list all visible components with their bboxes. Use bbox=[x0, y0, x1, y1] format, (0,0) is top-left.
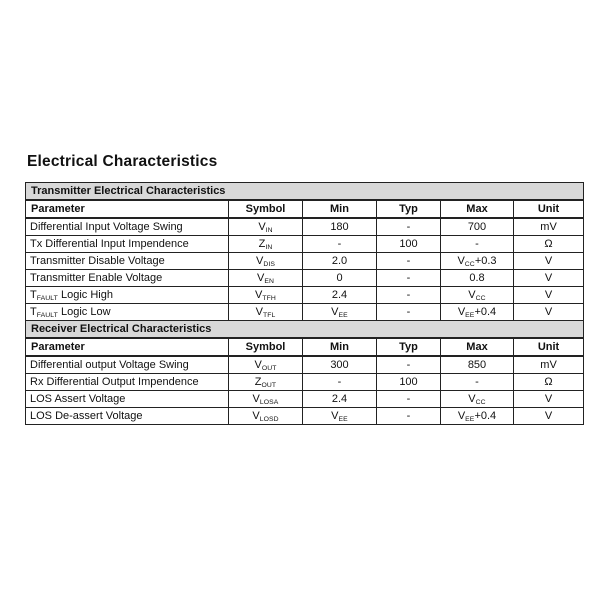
symbol-cell: $Z_{IN}$ bbox=[229, 236, 303, 253]
subscript-text: CC bbox=[464, 261, 475, 269]
parameter-cell: Tx Differential Input Impendence bbox=[26, 236, 229, 253]
column-header-max: Max bbox=[441, 338, 514, 356]
subscript-text: IN bbox=[265, 244, 273, 252]
section-header-label: Receiver Electrical Characteristics bbox=[26, 321, 584, 339]
min-cell: $V_{EE}$ bbox=[303, 408, 377, 425]
symbol-cell: $V_{LOSA}$ bbox=[229, 391, 303, 408]
parameter-cell: Differential output Voltage Swing bbox=[26, 356, 229, 374]
min-cell: 2.0 bbox=[303, 253, 377, 270]
subscript-text: EE bbox=[338, 416, 348, 424]
unit-cell: V bbox=[514, 253, 584, 270]
typ-cell: - bbox=[377, 356, 441, 374]
symbol-cell: $V_{TFL}$ bbox=[229, 304, 303, 321]
unit-cell: V bbox=[514, 408, 584, 425]
subscript-text: OUT bbox=[261, 365, 277, 373]
subscript-text: CC bbox=[475, 295, 486, 303]
table-row bbox=[26, 408, 584, 425]
typ-cell: - bbox=[377, 253, 441, 270]
subscript-text: CC bbox=[475, 399, 486, 407]
typ-cell: - bbox=[377, 391, 441, 408]
table-row bbox=[26, 391, 584, 408]
column-header-unit: Unit bbox=[514, 200, 584, 218]
typ-cell: - bbox=[377, 270, 441, 287]
min-cell: 300 bbox=[303, 356, 377, 374]
parameter-cell: Differential Input Voltage Swing bbox=[26, 218, 229, 236]
min-cell: 2.4 bbox=[303, 391, 377, 408]
parameter-cell: LOS Assert Voltage bbox=[26, 391, 229, 408]
symbol-cell: $V_{EN}$ bbox=[229, 270, 303, 287]
table-row bbox=[26, 374, 584, 391]
column-header-row bbox=[26, 200, 584, 218]
symbol-cell: $V_{OUT}$ bbox=[229, 356, 303, 374]
min-cell: $V_{EE}$ bbox=[303, 304, 377, 321]
max-cell: $V_{CC}$ bbox=[441, 287, 514, 304]
subscript-text: EE bbox=[465, 312, 475, 320]
typ-cell: - bbox=[377, 304, 441, 321]
typ-cell: - bbox=[377, 287, 441, 304]
table-row bbox=[26, 287, 584, 304]
column-header-unit: Unit bbox=[514, 338, 584, 356]
subscript-text: LOSD bbox=[259, 416, 279, 424]
symbol-cell: $V_{LOSD}$ bbox=[229, 408, 303, 425]
table-row bbox=[26, 218, 584, 236]
typ-cell: 100 bbox=[377, 374, 441, 391]
subscript-text: EE bbox=[338, 312, 348, 320]
table-row bbox=[26, 236, 584, 253]
column-header-symbol: Symbol bbox=[229, 200, 303, 218]
max-cell: - bbox=[441, 236, 514, 253]
subscript-text: TFH bbox=[262, 295, 276, 303]
min-cell: 0 bbox=[303, 270, 377, 287]
subscript-text: EN bbox=[264, 278, 274, 286]
subscript-text: IN bbox=[265, 227, 273, 235]
symbol-cell: $V_{TFH}$ bbox=[229, 287, 303, 304]
table-body bbox=[26, 183, 584, 425]
column-header-parameter: Parameter bbox=[26, 200, 229, 218]
unit-cell: V bbox=[514, 304, 584, 321]
min-cell: - bbox=[303, 236, 377, 253]
symbol-cell: $V_{IN}$ bbox=[229, 218, 303, 236]
symbol-cell: $Z_{OUT}$ bbox=[229, 374, 303, 391]
max-cell: $V_{EE}+0.4$ bbox=[441, 408, 514, 425]
max-cell: $V_{EE}+0.4$ bbox=[441, 304, 514, 321]
typ-cell: 100 bbox=[377, 236, 441, 253]
max-cell: $V_{CC}$ bbox=[441, 391, 514, 408]
typ-cell: - bbox=[377, 408, 441, 425]
page-title: Electrical Characteristics bbox=[27, 153, 218, 170]
parameter-cell: Rx Differential Output Impendence bbox=[26, 374, 229, 391]
subscript-text: LOSA bbox=[259, 399, 279, 407]
unit-cell: V bbox=[514, 391, 584, 408]
max-cell: 0.8 bbox=[441, 270, 514, 287]
unit-cell: V bbox=[514, 270, 584, 287]
max-cell: 700 bbox=[441, 218, 514, 236]
unit-cell: V bbox=[514, 287, 584, 304]
column-header-symbol: Symbol bbox=[229, 338, 303, 356]
electrical-characteristics-table bbox=[25, 182, 584, 425]
column-header-min: Min bbox=[303, 200, 377, 218]
subscript-text: FAULT bbox=[36, 295, 58, 303]
column-header-typ: Typ bbox=[377, 200, 441, 218]
unit-cell: Ω bbox=[514, 236, 584, 253]
min-cell: 180 bbox=[303, 218, 377, 236]
section-header-row-transmitter bbox=[26, 183, 584, 201]
subscript-text: TFL bbox=[262, 312, 276, 320]
section-header-row-receiver bbox=[26, 321, 584, 339]
unit-cell: Ω bbox=[514, 374, 584, 391]
column-header-min: Min bbox=[303, 338, 377, 356]
parameter-cell: Transmitter Enable Voltage bbox=[26, 270, 229, 287]
subscript-text: OUT bbox=[261, 382, 277, 390]
column-header-max: Max bbox=[441, 200, 514, 218]
min-cell: 2.4 bbox=[303, 287, 377, 304]
parameter-cell: $T_{FAULT}$ Logic Low bbox=[26, 304, 229, 321]
parameter-cell: LOS De-assert Voltage bbox=[26, 408, 229, 425]
min-cell: - bbox=[303, 374, 377, 391]
table-row bbox=[26, 356, 584, 374]
unit-cell: mV bbox=[514, 356, 584, 374]
max-cell: 850 bbox=[441, 356, 514, 374]
table-row bbox=[26, 304, 584, 321]
table-row bbox=[26, 253, 584, 270]
parameter-cell: Transmitter Disable Voltage bbox=[26, 253, 229, 270]
max-cell: $V_{CC}+0.3$ bbox=[441, 253, 514, 270]
symbol-cell: $V_{DIS}$ bbox=[229, 253, 303, 270]
table-row bbox=[26, 270, 584, 287]
typ-cell: - bbox=[377, 218, 441, 236]
subscript-text: FAULT bbox=[36, 312, 58, 320]
subscript-text: EE bbox=[465, 416, 475, 424]
column-header-typ: Typ bbox=[377, 338, 441, 356]
column-header-row bbox=[26, 338, 584, 356]
section-header-label: Transmitter Electrical Characteristics bbox=[26, 183, 584, 201]
parameter-cell: $T_{FAULT}$ Logic High bbox=[26, 287, 229, 304]
max-cell: - bbox=[441, 374, 514, 391]
unit-cell: mV bbox=[514, 218, 584, 236]
column-header-parameter: Parameter bbox=[26, 338, 229, 356]
subscript-text: DIS bbox=[263, 261, 275, 269]
